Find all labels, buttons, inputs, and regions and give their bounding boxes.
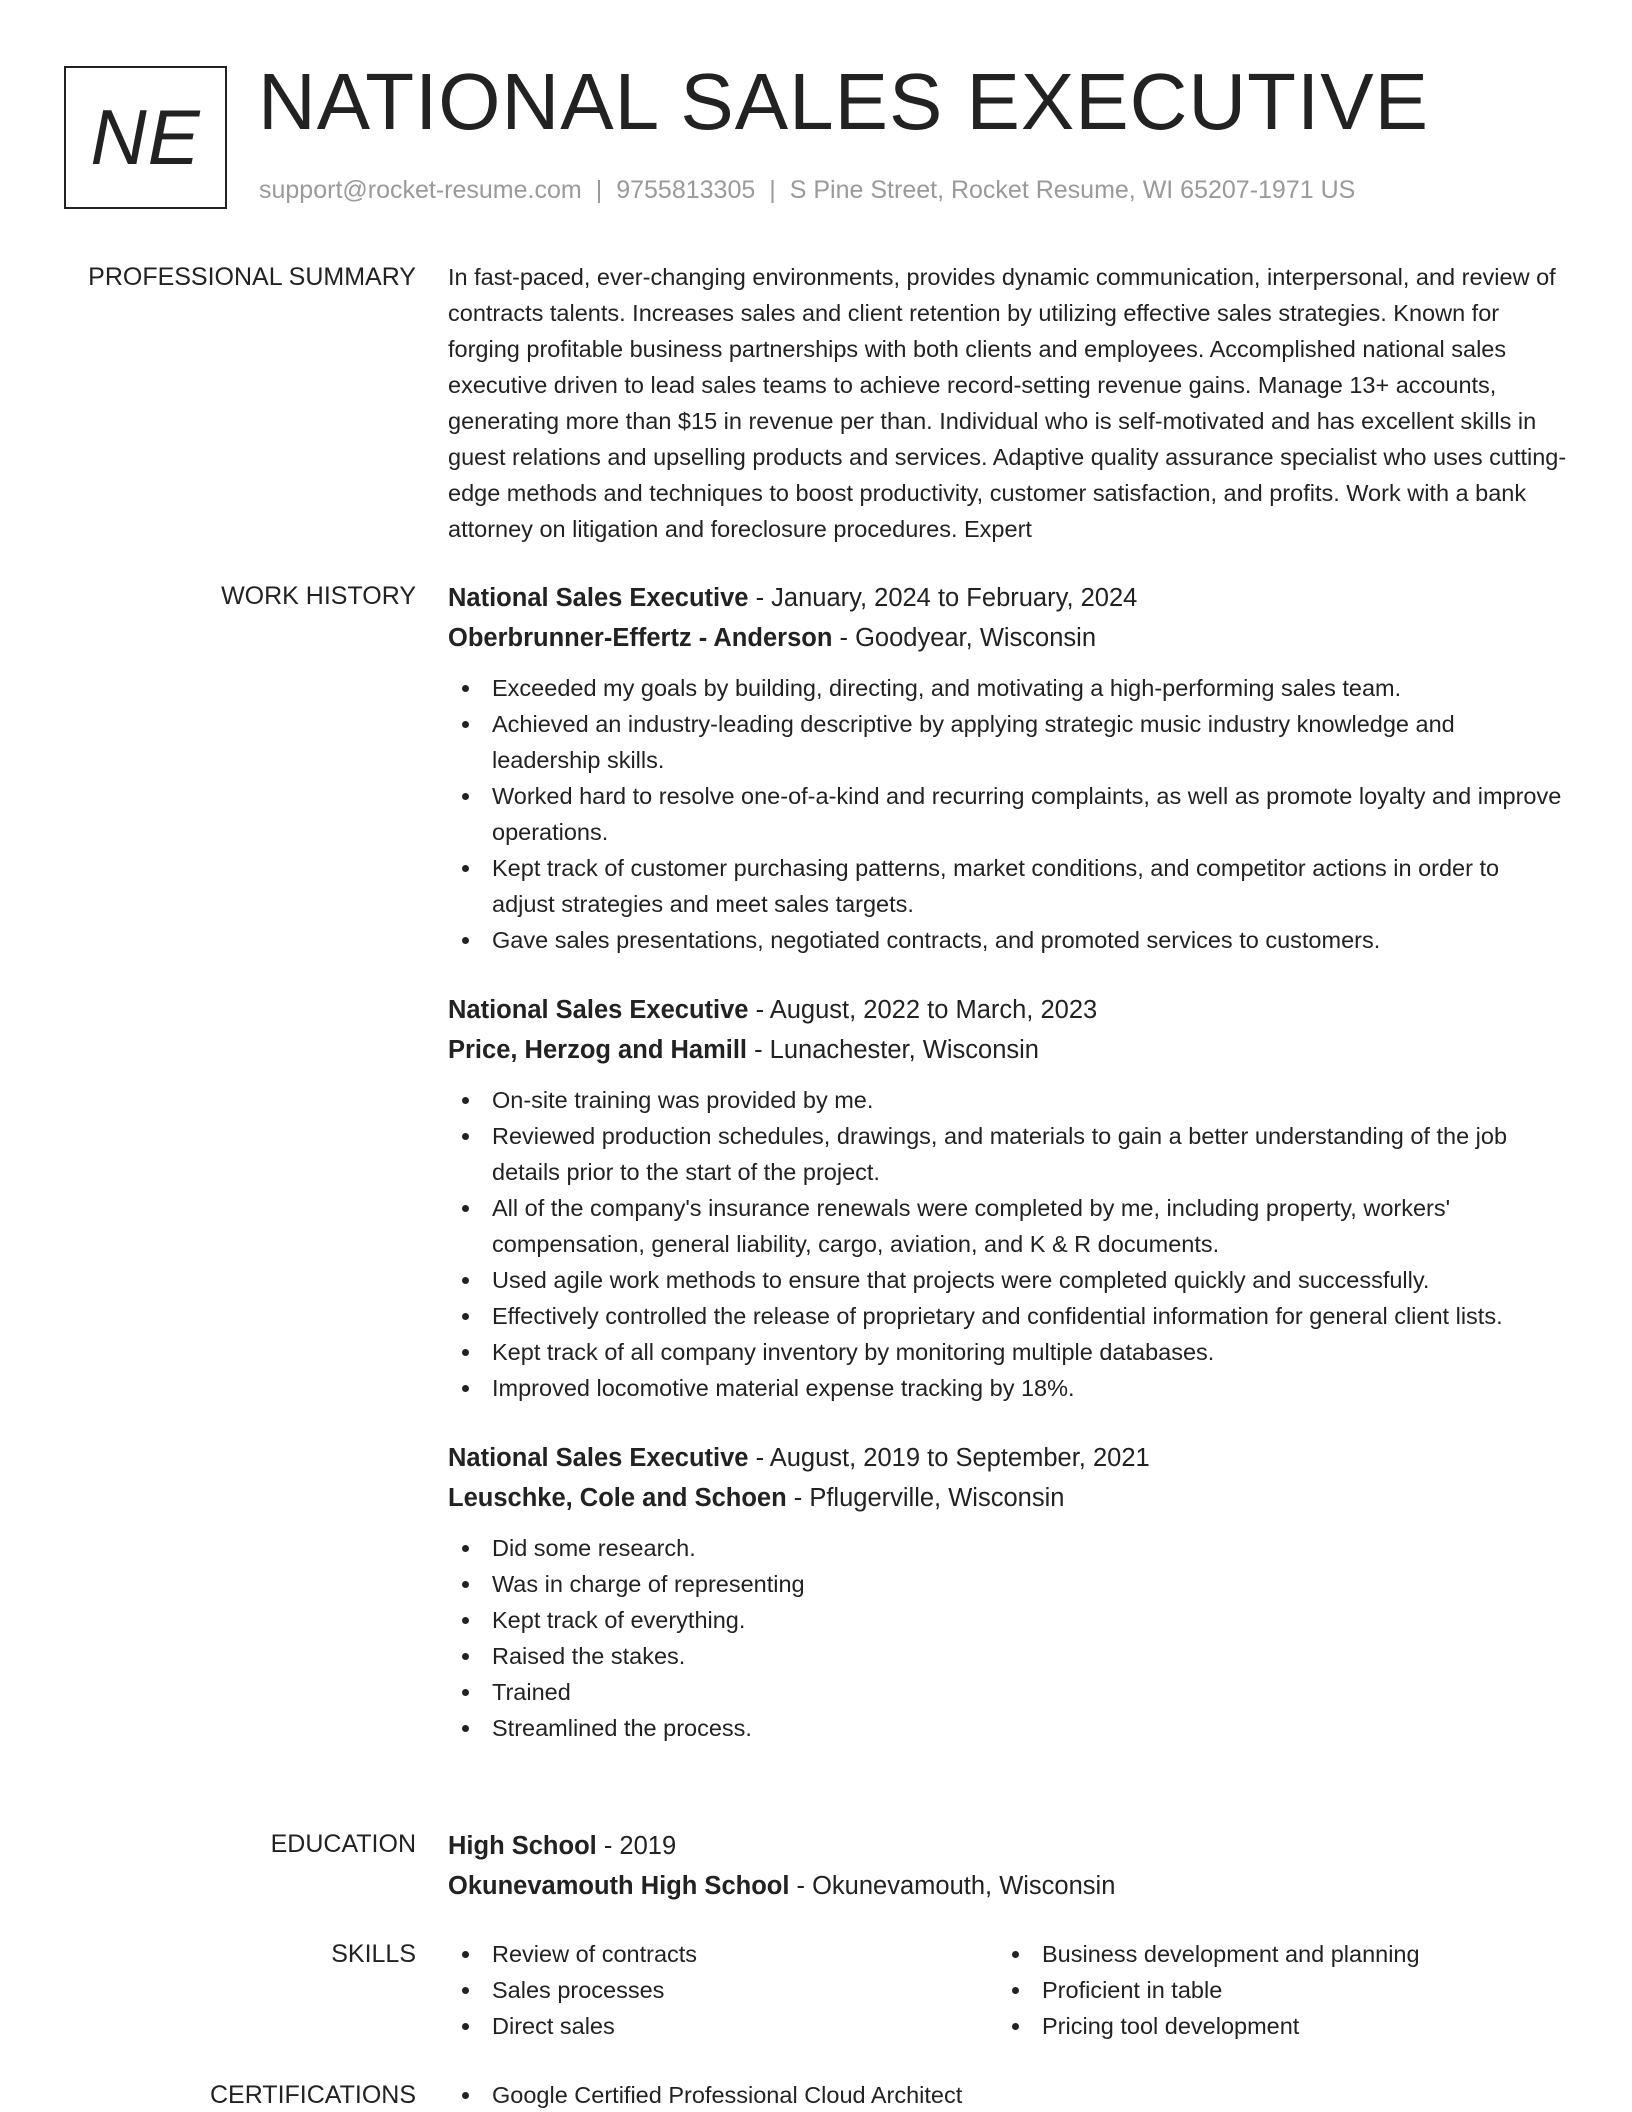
skills-column-right <box>998 1936 1548 2044</box>
job-bullets <box>448 670 1568 958</box>
education-body <box>448 1826 1568 1906</box>
skills-heading: SKILLS <box>331 1940 416 1968</box>
education-location: - Okunevamouth, Wisconsin <box>789 1872 1116 1900</box>
job-entry <box>448 1438 1568 1746</box>
job-bullet: On-site training was provided by me. <box>448 1082 1568 1118</box>
job-bullet: Streamlined the process. <box>448 1710 1568 1746</box>
skill-item: Proficient in table <box>998 1972 1548 2008</box>
job-bullet: Raised the stakes. <box>448 1638 1568 1674</box>
certification-item: Google Certified Professional Cloud Architect <box>448 2077 1568 2112</box>
skill-item: Pricing tool development <box>998 2008 1548 2044</box>
job-dates: - January, 2024 to February, 2024 <box>748 584 1138 612</box>
contact-separator: | <box>769 176 776 204</box>
job-bullet: Kept track of everything. <box>448 1602 1568 1638</box>
job-bullet: Achieved an industry-leading descriptive by applying strategic music industry knowledge and leadership skills. <box>448 706 1568 778</box>
work-history-body <box>448 578 1568 1746</box>
job-bullet: Effectively controlled the release of proprietary and confidential information for general client lists. <box>448 1298 1568 1334</box>
job-location: - Goodyear, Wisconsin <box>832 624 1097 652</box>
education-degree-line <box>448 1826 1568 1866</box>
contact-email[interactable]: support@rocket-resume.com <box>259 176 582 204</box>
job-dates: - August, 2019 to September, 2021 <box>748 1444 1150 1472</box>
certifications-body <box>448 2077 1568 2112</box>
monogram-initials: NE <box>90 93 201 181</box>
job-title: National Sales Executive <box>448 1444 749 1472</box>
job-bullet: Was in charge of representing <box>448 1566 1568 1602</box>
job-bullets <box>448 1530 1568 1746</box>
job-location: - Lunachester, Wisconsin <box>747 1036 1039 1064</box>
skill-item: Direct sales <box>448 2008 998 2044</box>
job-bullet: Did some research. <box>448 1530 1568 1566</box>
resume-name: NATIONAL SALES EXECUTIVE <box>258 57 1429 146</box>
contact-address: S Pine Street, Rocket Resume, WI 65207-1971 US <box>789 176 1356 204</box>
job-title: National Sales Executive <box>448 996 749 1024</box>
job-bullet: Gave sales presentations, negotiated contracts, and promoted services to customers. <box>448 922 1568 958</box>
skills-body <box>448 1936 1568 2044</box>
job-bullets <box>448 1082 1568 1406</box>
job-company: Oberbrunner-Effertz - Anderson <box>448 624 833 652</box>
skills-grid <box>448 1936 1568 2044</box>
job-bullet: Improved locomotive material expense tracking by 18%. <box>448 1370 1568 1406</box>
skill-item: Business development and planning <box>998 1936 1548 1972</box>
certifications-heading: CERTIFICATIONS <box>209 2081 416 2109</box>
job-company: Leuschke, Cole and Schoen <box>448 1484 787 1512</box>
job-bullet: Reviewed production schedules, drawings, and materials to gain a better understanding of the job details prior to the start of the project. <box>448 1118 1568 1190</box>
job-title: National Sales Executive <box>448 584 749 612</box>
summary-text: In fast-paced, ever-changing environments, provides dynamic communication, interpersonal, and review of contracts talents. Increases sales and client retention by utilizing effective sales strategies. Known for forging profitable business partnerships with both clients and employees. Accomplished national sales executive driven to lead sales teams to achieve record-setting revenue gains. Manage 13+ accounts, generating more than $15 in revenue per than. Individual who is self-motivated and has excellent skills in guest relations and upselling products and services. Adaptive quality assurance specialist who uses cutting-edge methods and techniques to boost productivity, customer satisfaction, and profits. Work with a bank attorney on litigation and foreclosure procedures. Expert <box>448 264 1567 542</box>
job-company-line <box>448 618 1568 658</box>
job-bullet: Used agile work methods to ensure that projects were completed quickly and successfully. <box>448 1262 1568 1298</box>
job-bullet: Kept track of customer purchasing patterns, market conditions, and competitor actions in order to adjust strategies and meet sales targets. <box>448 850 1568 922</box>
contact-separator: | <box>595 176 603 204</box>
job-bullet: All of the company's insurance renewals were completed by me, including property, workers' compensation, general liability, cargo, aviation, and K & R documents. <box>448 1190 1568 1262</box>
skills-column-left <box>448 1936 998 2044</box>
job-company-line <box>448 1030 1568 1070</box>
skills-list <box>448 1936 998 2044</box>
education-degree: High School <box>448 1832 597 1860</box>
education-heading: EDUCATION <box>270 1830 416 1858</box>
education-school: Okunevamouth High School <box>448 1872 790 1900</box>
certifications-list <box>448 2077 1568 2112</box>
contact-line <box>259 176 1355 205</box>
job-company-line <box>448 1478 1568 1518</box>
skill-item: Review of contracts <box>448 1936 998 1972</box>
job-bullet: Kept track of all company inventory by monitoring multiple databases. <box>448 1334 1568 1370</box>
skill-item: Sales processes <box>448 1972 998 2008</box>
job-location: - Pflugerville, Wisconsin <box>786 1484 1065 1512</box>
education-school-line <box>448 1866 1568 1906</box>
education-year: - 2019 <box>596 1832 677 1860</box>
monogram-box <box>64 66 227 209</box>
work-history-heading: WORK HISTORY <box>221 582 416 610</box>
job-company: Price, Herzog and Hamill <box>448 1036 748 1064</box>
job-entry <box>448 990 1568 1406</box>
job-title-line <box>448 990 1568 1030</box>
job-bullet: Exceeded my goals by building, directing, and motivating a high-performing sales team. <box>448 670 1568 706</box>
job-title-line <box>448 578 1568 618</box>
summary-heading: PROFESSIONAL SUMMARY <box>88 263 416 291</box>
job-bullet: Worked hard to resolve one-of-a-kind and recurring complaints, as well as promote loyalty and improve operations. <box>448 778 1568 850</box>
job-entry <box>448 578 1568 958</box>
skills-list <box>998 1936 1548 2044</box>
job-bullet: Trained <box>448 1674 1568 1710</box>
job-dates: - August, 2022 to March, 2023 <box>748 996 1098 1024</box>
contact-phone[interactable]: 9755813305 <box>616 176 756 204</box>
job-title-line <box>448 1438 1568 1478</box>
